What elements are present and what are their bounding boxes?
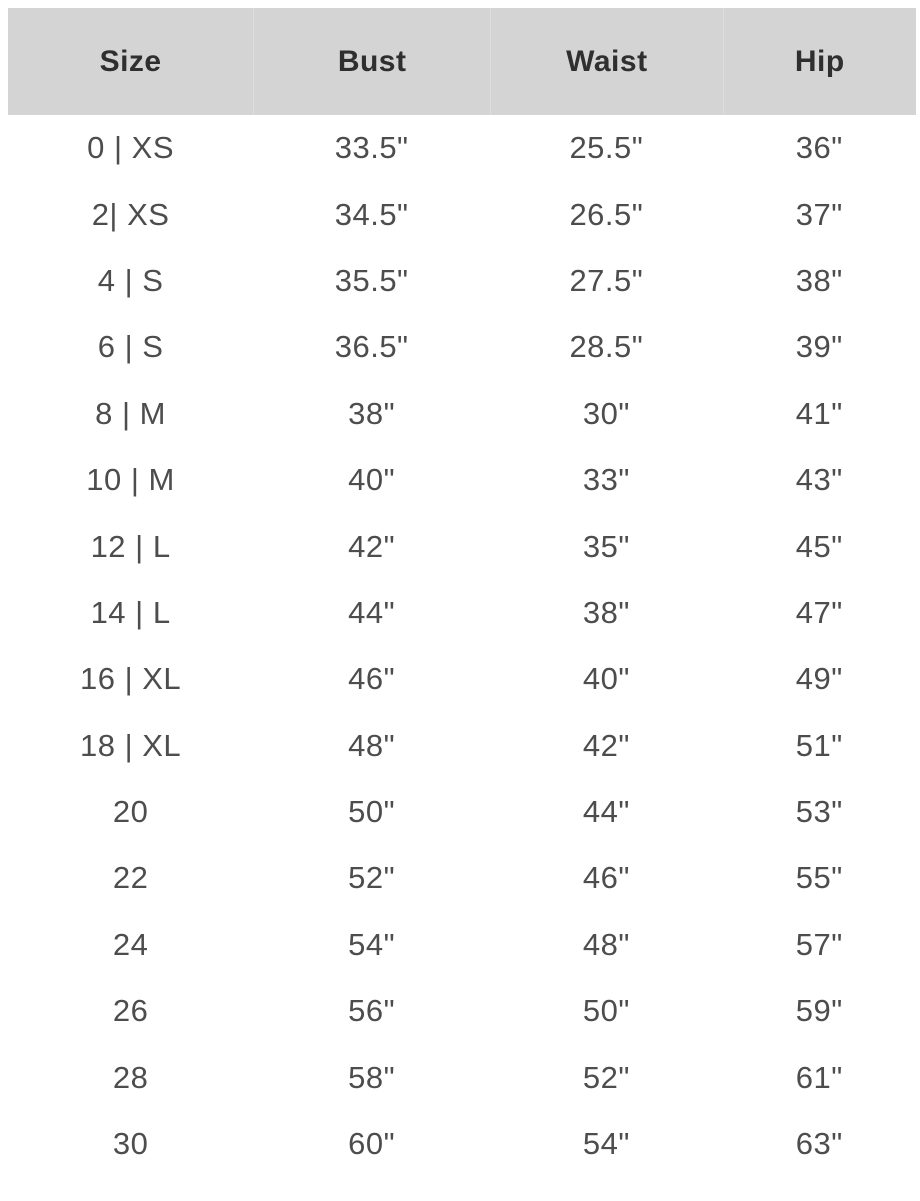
table-cell: 42": [348, 528, 396, 564]
table-cell: 45": [795, 528, 843, 564]
table-cell: 52": [348, 860, 396, 896]
table-cell: 48": [348, 727, 396, 763]
table-cell: 16 | XL: [79, 661, 182, 697]
table-cell: 24: [112, 926, 149, 962]
table-row: [8, 713, 916, 779]
table-row: [8, 447, 916, 513]
table-row: [8, 779, 916, 845]
table-row: [8, 912, 916, 978]
table-cell: 56": [348, 993, 396, 1029]
table-cell: 36": [795, 130, 843, 166]
table-cell: 38": [582, 594, 630, 630]
table-cell: 0 | XS: [87, 130, 175, 166]
table-row: [8, 1044, 916, 1110]
table-cell: 43": [795, 462, 843, 498]
table-cell: 20: [112, 794, 149, 830]
table-cell: 26.5": [569, 196, 644, 232]
table-cell: 47": [795, 594, 843, 630]
table-cell: 51": [795, 727, 843, 763]
table-cell: 14 | L: [90, 594, 171, 630]
table-cell: 18 | XL: [79, 727, 182, 763]
table-cell: 26: [112, 993, 149, 1029]
table-cell: 2| XS: [91, 196, 170, 232]
table-cell: 22: [112, 860, 149, 896]
table-row: [8, 381, 916, 447]
table-cell: 38": [795, 262, 843, 298]
table-cell: 44": [348, 594, 396, 630]
size-chart-table: [8, 8, 916, 1177]
header-row: [8, 8, 916, 115]
table-cell: 54": [348, 926, 396, 962]
table-cell: 44": [582, 794, 630, 830]
table-cell: 57": [795, 926, 843, 962]
table-cell: 37": [795, 196, 843, 232]
table-cell: 59": [795, 993, 843, 1029]
table-cell: 28.5": [569, 329, 644, 365]
table-cell: 10 | M: [86, 462, 175, 498]
table-cell: 33.5": [334, 130, 409, 166]
table-row: [8, 513, 916, 579]
table-cell: 61": [795, 1059, 843, 1095]
table-row: [8, 115, 916, 181]
table-row: [8, 314, 916, 380]
column-header-hip: Hip: [723, 8, 916, 115]
table-cell: 27.5": [569, 262, 644, 298]
table-cell: 28: [112, 1059, 149, 1095]
table-cell: 48": [582, 926, 630, 962]
table-cell: 40": [348, 462, 396, 498]
table-cell: 6 | S: [97, 329, 164, 365]
table-row: [8, 248, 916, 314]
table-cell: 8 | M: [95, 395, 166, 431]
table-cell: 60": [348, 1126, 396, 1162]
table-row: [8, 646, 916, 712]
table-cell: 54": [582, 1126, 630, 1162]
table-cell: 49": [795, 661, 843, 697]
table-cell: 53": [795, 794, 843, 830]
table-cell: 12 | L: [90, 528, 171, 564]
table-cell: 25.5": [569, 130, 644, 166]
table-cell: 50": [348, 794, 396, 830]
table-cell: 40": [582, 661, 630, 697]
table-row: [8, 181, 916, 247]
table-cell: 33": [582, 462, 630, 498]
table-cell: 55": [795, 860, 843, 896]
table-row: [8, 978, 916, 1044]
table-cell: 46": [582, 860, 630, 896]
table-cell: 42": [582, 727, 630, 763]
table-cell: 35.5": [334, 262, 409, 298]
column-header-bust: Bust: [253, 8, 490, 115]
table-cell: 50": [582, 993, 630, 1029]
table-row: [8, 845, 916, 911]
table-cell: 30": [582, 395, 630, 431]
table-cell: 4 | S: [97, 262, 164, 298]
table-cell: 39": [795, 329, 843, 365]
table-cell: 38": [348, 395, 396, 431]
table-cell: 34.5": [334, 196, 409, 232]
table-cell: 63": [795, 1126, 843, 1162]
column-header-waist: Waist: [490, 8, 722, 115]
size-table-body: [8, 115, 916, 1177]
table-row: [8, 580, 916, 646]
table-cell: 58": [348, 1059, 396, 1095]
column-header-size: Size: [8, 8, 253, 115]
table-cell: 30: [112, 1126, 149, 1162]
table-cell: 46": [348, 661, 396, 697]
table-row: [8, 1111, 916, 1177]
table-cell: 36.5": [334, 329, 409, 365]
table-cell: 41": [795, 395, 843, 431]
table-cell: 35": [582, 528, 630, 564]
table-cell: 52": [582, 1059, 630, 1095]
